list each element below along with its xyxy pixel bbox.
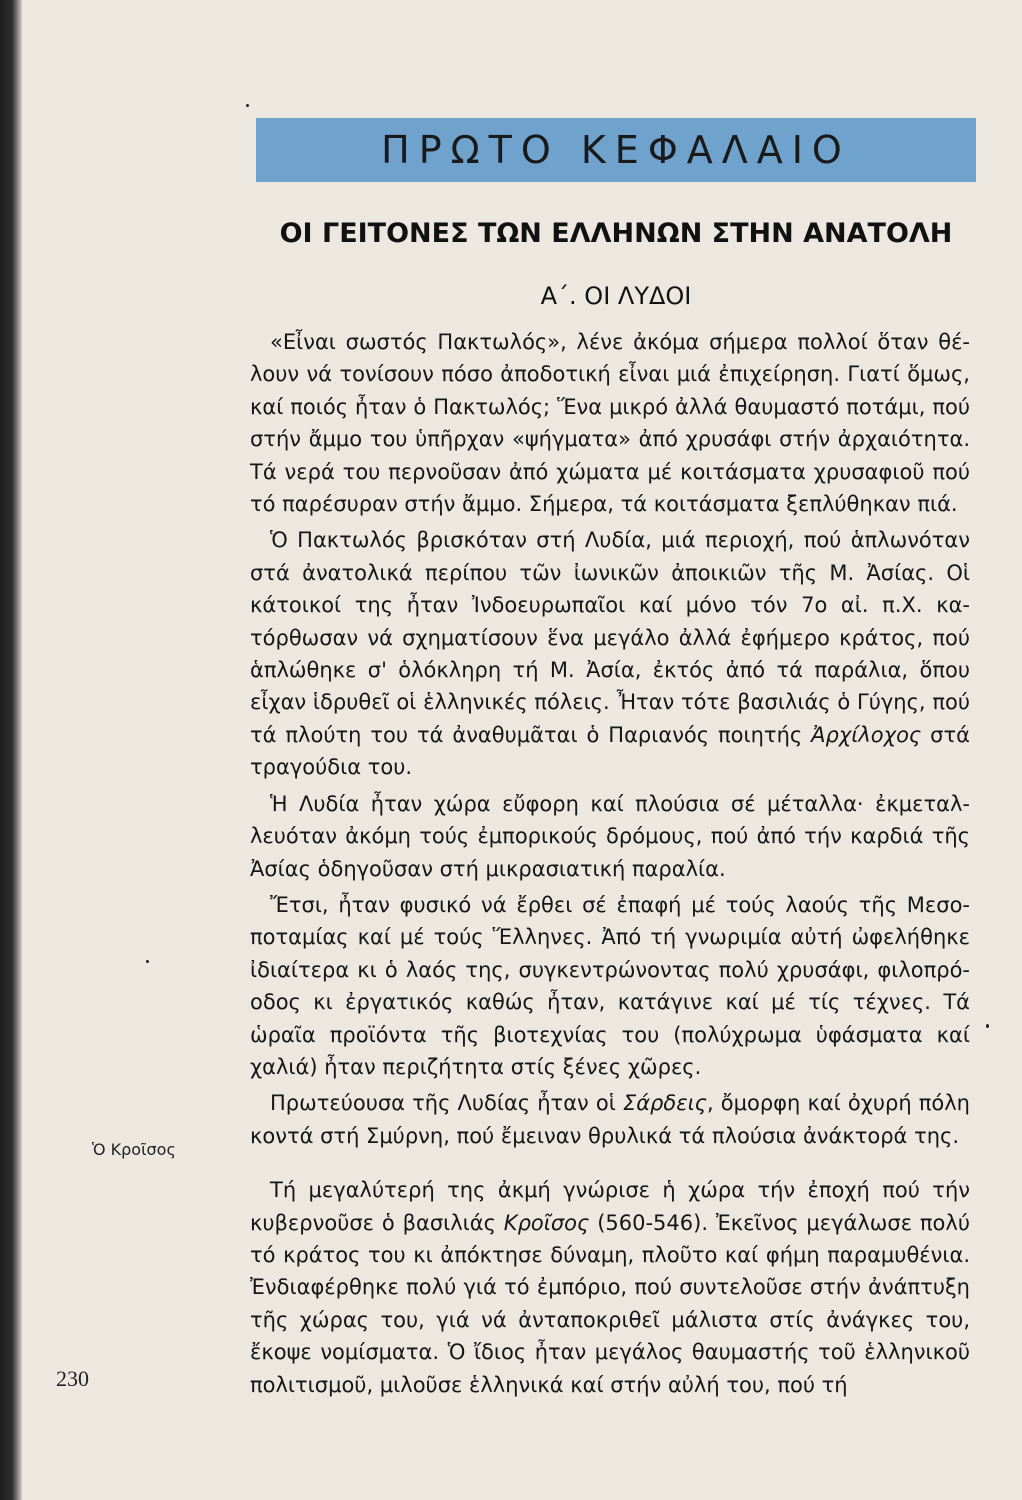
chapter-banner-text: ΠΡΩΤΟ ΚΕΦΑΛΑΙΟ bbox=[381, 128, 851, 172]
dust-speck bbox=[246, 104, 249, 107]
paragraph: Ὁ Πακτωλός βρισκόταν στή Λυδία, μιά περιοχή, πού ἁπλωνόταν στά ἀνατολικά περίπου τῶν ἰωνικῶν ἀποικιῶν τῆς Μ. Ἀσίας. Οἱ κάτοικοί της ἦταν Ἰνδοευρωπαῖοι καί μόνο τόν 7ο αἰ. π.Χ. κατόρθωσαν νά σχηματίσουν ἕνα μεγάλο ἀλλά ἐφήμερο κράτος, πού ἁπλώθηκε σ' ὁλόκληρη τή Μ. Ἀσία, ἐκτός ἀπό τά παράλια, ὅπου εἶχαν ἱδρυθεῖ οἱ ἑλληνικές πόλεις. Ἦταν τότε βασιλιάς ὁ Γύγης, πού τά πλούτη του τά ἀναθυμᾶται ὁ Παριανός ποιητής Ἀρχίλοχος στά τραγούδια του. bbox=[250, 528, 970, 780]
paragraph: Ἡ Λυδία ἦταν χώρα εὔφορη καί πλούσια σέ μέταλλα· ἐκμεταλλευόταν ἀκόμη τούς ἐμπορικούς δρόμους, πού ἀπό τήν καρδιά τῆς Ἀσίας ὁδηγοῦσαν στή μικρασιατική παραλία. bbox=[250, 791, 970, 881]
paragraph: Ἔτσι, ἦταν φυσικό νά ἔρθει σέ ἐπαφή μέ τούς λαούς τῆς Μεσοποταμίας καί μέ τούς Ἕλληνες. Ἀπό τή γνωριμία αὐτή ὠφελήθηκε ἰδιαίτερα κι ὁ λαός της, συγκεντρώνοντας πολύ χρυσάφι, φιλοπρόοδος κι ἐργατικός καθώς ἦταν, κατάγινε καί μέ τίς τέχνες. Τά ὡραῖα προϊόντα τῆς βιοτεχνίας του (πολύχρωμα ὑφάσματα καί χαλιά) ἦταν περιζήτητα στίς ξένες χῶρες. bbox=[250, 892, 970, 1079]
paragraph: Τή μεγαλύτερή της ἀκμή γνώρισε ἡ χώρα τήν ἐποχή πού τήν κυβερνοῦσε ὁ βασιλιάς Κροῖσος (560-546). Ἐκεῖνος μεγάλωσε πολύ τό κράτος του κι ἀπόκτησε δύναμη, πλοῦτο καί φήμη παραμυθένια. Ἐνδιαφέρθηκε πολύ γιά τό ἐμπόριο, πού συντελοῦσε στήν ἀνάπτυξη τῆς χώρας του, γιά νά ἀνταποκριθεῖ μάλιστα στίς ἀνάγκες του, ἔκοψε νομίσματα. Ὁ ἴδιος ἦταν μεγάλος θαυμαστής τοῦ ἑλληνικοῦ πολιτισμοῦ, μιλοῦσε ἑλληνικά καί στήν αὐλή του, πού τή bbox=[250, 1178, 970, 1397]
margin-caption: Ὁ Κροῖσος bbox=[92, 1140, 176, 1159]
paragraph: Πρωτεύουσα τῆς Λυδίας ἦταν οἱ Σάρδεις, ὄμορφη καί ὀχυρή πόλη κοντά στή Σμύρνη, πού ἔμειναν θρυλικά τά πλούσια ἀνάκτορά της. bbox=[250, 1091, 970, 1148]
italic-name: Κροῖσος bbox=[503, 1210, 590, 1235]
dust-speck bbox=[146, 960, 149, 963]
paragraph: «Εἶναι σωστός Πακτωλός», λένε ἀκόμα σήμερα πολλοί ὅταν θέλουν νά τονίσουν πόσο ἀποδοτική εἶναι μιά ἐπιχείρηση. Γιατί ὅμως, καί ποιός ἦταν ὁ Πακτωλός; Ἕνα μικρό ἀλλά θαυμαστό ποτάμι, πού στήν ἄμμο του ὑπῆρχαν «ψήγματα» ἀπό χρυσάφι στήν ἀρχαιότητα. Τά νερά του περνοῦσαν ἀπό χώματα μέ κοιτάσματα χρυσαφιοῦ πού τό παρέσυραν στήν ἄμμο. Σήμερα, τά κοιτάσματα ξεπλύθηκαν πιά. bbox=[250, 330, 970, 517]
dust-speck bbox=[986, 1024, 989, 1028]
chapter-banner bbox=[256, 118, 976, 182]
book-spine-shadow bbox=[0, 0, 22, 1500]
italic-name: Ἀρχίλοχος bbox=[811, 722, 922, 747]
italic-name: Σάρδεις bbox=[622, 1091, 708, 1116]
section-heading: Α΄. ΟΙ ΛΥΔΟΙ bbox=[540, 282, 692, 310]
page-number: 230 bbox=[56, 1366, 89, 1391]
chapter-title: ΟΙ ΓΕΙΤΟΝΕΣ ΤΩΝ ΕΛΛΗΝΩΝ ΣΤΗΝ ΑΝΑΤΟΛΗ bbox=[279, 218, 953, 249]
body-text bbox=[250, 326, 970, 1405]
